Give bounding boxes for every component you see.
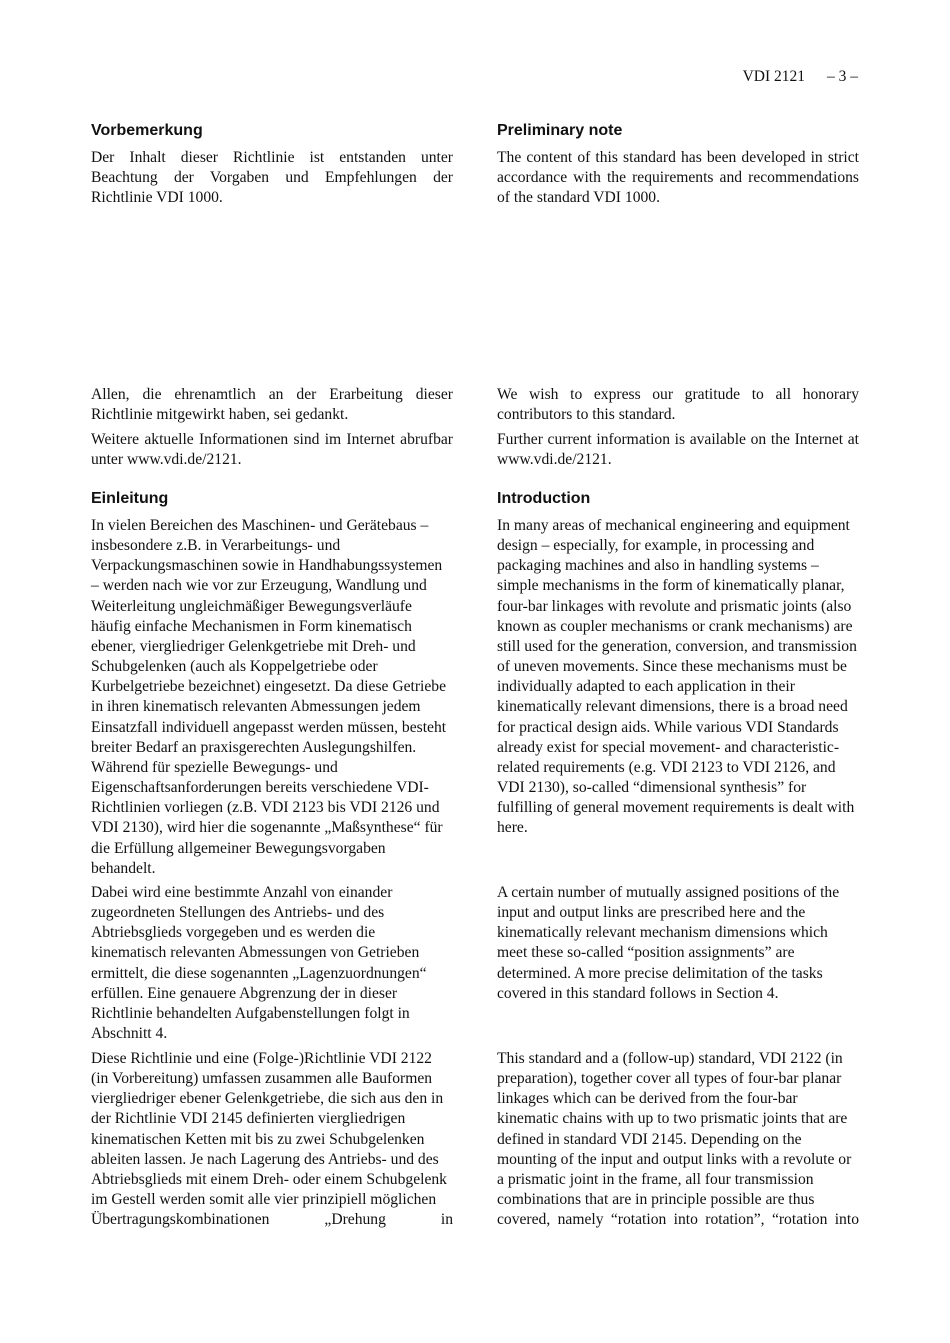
page-number: – 3 –: [827, 68, 858, 85]
de-introduction-paragraph-2: Dabei wird eine bestimmte Anzahl von einander zugeordneten Stellungen des Antriebs- und des Abtriebsglieds vorgegeben und es werden die kinematisch relevanten Abmessungen von Getrieben ermittelt, die diese sogenannten „Lagenzuordnungen“ erfüllen. Eine genauere Abgrenzung der in dieser Richtlinie behandelten Aufgabenstellungen folgt in Abschnitt 4.: [91, 884, 427, 1043]
en-introduction-section: [497, 489, 859, 509]
en-acknowledgement-paragraph: We wish to express our gratitude to all honorary contributors to this standard.: [497, 386, 859, 424]
en-info-paragraph: Further current information is available on the Internet at www.vdi.de/2121.: [497, 431, 859, 469]
de-introduction-heading: Einleitung: [91, 490, 169, 507]
en-acknowledgement-section: [497, 385, 859, 471]
en-introduction-paragraph-3: This standard and a (follow-up) standard, VDI 2122 (in preparation), together cover all types of four-bar planar linkages which can be derived from the four-bar kinematic chains with up to two prismatic joints that are defined in standard VDI 2145. Depending on the mounting of the input and output links with a revolute or a prismatic joint in the frame, all four transmission combinations that are in principle possible are thus covered, namely “rotation into rotation”, “rotation into: [497, 1050, 859, 1229]
de-acknowledgement-paragraph: Allen, die ehrenamtlich an der Erarbeitung dieser Richtlinie mitgewirkt haben, sei gedankt.: [91, 386, 453, 424]
de-preliminary-heading: Vorbemerkung: [91, 122, 203, 139]
page-header: [743, 68, 858, 86]
en-preliminary-paragraph: The content of this standard has been developed in strict accordance with the requirements and recommendations of the standard VDI 1000.: [497, 149, 859, 207]
de-introduction-paragraph-3: Diese Richtlinie und eine (Folge-)Richtlinie VDI 2122 (in Vorbereitung) umfassen zusammen alle Bauformen viergliedriger ebener Gelenkgetriebe, die sich aus den in der Richtlinie VDI 2145 definierten viergliedrigen kinematischen Ketten mit bis zu zwei Schubgelenken ableiten lassen. Je nach Lagerung des Antriebs- und des Abtriebsglieds mit einem Dreh- oder einem Schubgelenk im Gestell werden somit alle vier prinzipiell möglichen Übertragungskombinationen „Drehung in: [91, 1050, 453, 1229]
document-id: VDI 2121: [742, 68, 805, 85]
de-introduction-section: [91, 489, 453, 509]
de-preliminary-section: [91, 121, 453, 208]
de-introduction-paragraph-1: In vielen Bereichen des Maschinen- und Gerätebaus – insbesondere z.B. in Verarbeitungs- und Verpackungsmaschinen sowie in Handhabungssystemen – werden nach wie vor zur Erzeugung, Wandlung und Weiterleitung ungleichmäßiger Bewegungsverläufe häufig einfache Mechanismen in Form kinematisch ebener, viergliedriger Gelenkgetriebe mit Dreh- und Schubgelenken (auch als Koppelgetriebe oder Kurbelgetriebe bezeichnet) eingesetzt. Da diese Getriebe in ihren kinematisch relevanten Abmessungen jedem Einsatzfall individuell angepasst werden müssen, besteht breiter Bedarf an praxisgerechten Auslegungshilfen. Während für spezielle Bewegungs- und Eigenschaftsanforderungen bereits verschiedene VDI-Richtlinien vorliegen (z.B. VDI 2123 bis VDI 2126 und VDI 2130), wird hier die sogenannte „Maßsynthese“ für die Erfüllung allgemeiner Bewegungsvorgaben behandelt.: [91, 517, 447, 877]
de-acknowledgement-section: [91, 385, 453, 471]
en-introduction-paragraph-1: In many areas of mechanical engineering and equipment design – especially, for example, in processing and packaging machines and also in handling systems – simple mechanisms in the form of kinematically planar, four-bar linkages with revolute and prismatic joints (also known as coupler mechanisms or crank mechanisms) are still used for the generation, conversion, and transmission of uneven movements. Since these mechanisms must be individually adapted to each application in their kinematically relevant dimensions, there is a broad need for practical design aids. While various VDI Standards already exist for special movement- and characteristic-related requirements (e.g. VDI 2123 to VDI 2126, and VDI 2130), so-called “dimensional synthesis” for fulfilling of general movement requirements is dealt with here.: [497, 517, 857, 837]
en-introduction-heading: Introduction: [497, 490, 591, 507]
de-info-paragraph: Weitere aktuelle Informationen sind im Internet abrufbar unter www.vdi.de/2121.: [91, 431, 453, 469]
en-preliminary-heading: Preliminary note: [497, 122, 623, 139]
de-preliminary-paragraph: Der Inhalt dieser Richtlinie ist entstanden unter Beachtung der Vorgaben und Empfehlungen der Richtlinie VDI 1000.: [91, 149, 453, 207]
en-introduction-paragraph-2: A certain number of mutually assigned positions of the input and output links are prescribed here and the kinematically relevant mechanism dimensions which meet these so-called “position assignments” are determined. A more precise delimitation of the tasks covered in this standard follows in Section 4.: [497, 884, 840, 1002]
en-preliminary-section: [497, 121, 859, 208]
